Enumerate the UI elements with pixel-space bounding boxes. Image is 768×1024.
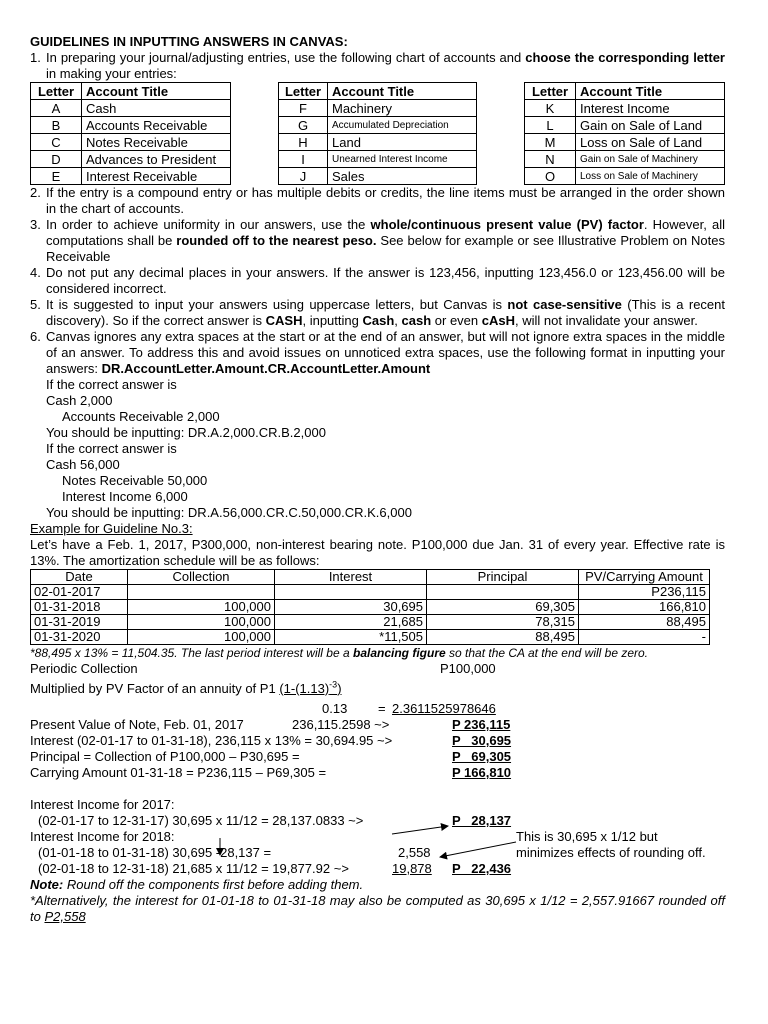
pv-factor-text [30, 681, 342, 697]
guideline-5-text-d: CASH [265, 313, 303, 328]
principal-row [30, 749, 725, 765]
present-value-label: Present Value of Note, Feb. 01, 2017 [30, 717, 244, 732]
example-2-credit-2: Interest Income 6,000 [62, 489, 188, 504]
account-letter: D [31, 151, 82, 168]
col-header-carrying-amount: PV/Carrying Amount [579, 570, 710, 585]
account-title: Gain on Sale of Machinery [576, 151, 725, 168]
example-1-intro: If the correct answer is [46, 377, 177, 392]
interest-income-2018-row-2 [30, 861, 725, 877]
table-row [31, 615, 710, 630]
document-heading: GUIDELINES IN INPUTTING ANSWERS IN CANVAS: [30, 34, 348, 49]
alternative-note [30, 893, 725, 925]
guideline-6-number: 6. [30, 329, 41, 344]
accounts-table-2 [278, 82, 477, 185]
interest-income-2018-heading [30, 829, 725, 845]
table-row [31, 630, 710, 645]
carrying-label: Carrying Amount 01-31-18 = P236,115 – P69,305 = [30, 765, 327, 780]
cell-principal: 78,315 [427, 615, 579, 630]
guideline-6 [30, 329, 725, 377]
guideline-3-text-d: rounded off to the nearest peso. [176, 233, 377, 248]
guideline-5-number: 5. [30, 297, 41, 312]
example-2-debit: Cash 56,000 [46, 457, 120, 472]
interest-income-2017-label: Interest Income for 2017: [30, 797, 175, 812]
guideline-1-text-c: in making your entries: [46, 66, 177, 81]
pv-equals: = [378, 701, 386, 716]
present-value-row [30, 717, 725, 733]
cell-interest [275, 585, 427, 600]
account-letter: H [279, 134, 328, 151]
guideline-5-text-h: cash [401, 313, 432, 328]
rounding-callout-1: This is 30,695 x 1/12 but [516, 829, 658, 844]
pv-factor-value: 2.3611525978646 [392, 701, 496, 716]
guideline-5 [30, 297, 725, 329]
account-letter: L [525, 117, 576, 134]
account-letter: A [31, 100, 82, 117]
spacer [30, 781, 725, 797]
cell-collection: 100,000 [128, 630, 275, 645]
principal-amount: P 69,305 [452, 749, 512, 764]
cell-carrying: P236,115 [579, 585, 710, 600]
guideline-1 [30, 50, 725, 82]
guideline-5-text-g: , [394, 313, 402, 328]
example-2-input: You should be inputting: DR.A.56,000.CR.C.50,000.CR.K.6,000 [46, 505, 412, 520]
account-letter: F [279, 100, 328, 117]
guidelines-document [30, 34, 725, 925]
example-2-credit-1: Notes Receivable 50,000 [62, 473, 208, 488]
guideline-3-text-b: whole/continuous present value (PV) factor [370, 217, 644, 232]
interest-income-2017-amount: P 28,137 [452, 813, 512, 828]
principal-label: Principal = Collection of P100,000 – P30,695 = [30, 749, 300, 764]
amortization-note-a: *88,495 x 13% = 11,504.35. The last period interest will be a [30, 646, 353, 660]
pv-denominator: 0.13 [322, 701, 348, 716]
guideline-3-text-c: . However, all computations shall be [46, 217, 725, 248]
cell-interest: 21,685 [275, 615, 427, 630]
example-title: Example for Guideline No.3: [30, 521, 193, 536]
account-title: Sales [328, 168, 477, 185]
interest-label: Interest (02-01-17 to 01-31-18), 236,115 x 13% = 30,694.95 ~> [30, 733, 393, 748]
interest-amount: P 30,695 [452, 733, 512, 748]
account-title: Accumulated Depreciation [328, 117, 477, 134]
cell-carrying: 166,810 [579, 600, 710, 615]
cell-principal: 69,305 [427, 600, 579, 615]
guideline-5-text-a: It is suggested to input your answers using uppercase letters, but Canvas is [46, 297, 508, 312]
cell-date: 01-31-2020 [31, 630, 128, 645]
periodic-collection-row [30, 661, 725, 677]
pv-factor-row [30, 677, 725, 701]
header-account-title: Account Title [82, 83, 231, 100]
guideline-6-format: DR.AccountLetter.Amount.CR.AccountLetter.Amount [101, 361, 431, 376]
amortization-note [30, 645, 725, 661]
guideline-2 [30, 185, 725, 217]
account-title: Cash [82, 100, 231, 117]
interest-income-2018-line-1: (01-01-18 to 01-31-18) 30,695 -28,137 = [38, 845, 272, 860]
rounding-note [30, 877, 725, 893]
interest-income-2017-line: (02-01-17 to 12-31-17) 30,695 x 11/12 = 28,137.0833 ~> [38, 813, 364, 828]
cell-principal [427, 585, 579, 600]
header-letter: Letter [525, 83, 576, 100]
account-letter: C [31, 134, 82, 151]
guideline-3-text-a: In order to achieve uniformity in our answers, use the [46, 217, 371, 232]
pv-formula-close: ) [337, 681, 342, 696]
account-letter: K [525, 100, 576, 117]
rounding-note-label: Note: [30, 877, 64, 892]
interest-income-2018-amount: P 22,436 [452, 861, 512, 876]
amortization-note-c: so that the CA at the end will be zero. [445, 646, 649, 660]
interest-income-2018-line-2: (02-01-18 to 12-31-18) 21,685 x 11/12 = 19,877.92 ~> [38, 861, 349, 876]
carrying-amount: P 166,810 [452, 765, 512, 780]
example-intro: Let’s have a Feb. 1, 2017, P300,000, non-interest bearing note. P100,000 due Jan. 31 of every year. Effective rate is 13%. The amortization schedule will be as follows: [30, 537, 725, 568]
account-title: Loss on Sale of Land [576, 134, 725, 151]
col-header-collection: Collection [128, 570, 275, 585]
guideline-5-text-e: , inputting [302, 313, 363, 328]
guideline-5-text-b: not case-sensitive [507, 297, 622, 312]
cell-collection [128, 585, 275, 600]
example-1-debit: Cash 2,000 [46, 393, 113, 408]
interest-income-2017-row [30, 813, 725, 829]
account-letter: I [279, 151, 328, 168]
account-title: Land [328, 134, 477, 151]
cell-carrying: - [579, 630, 710, 645]
account-letter: N [525, 151, 576, 168]
table-row [31, 585, 710, 600]
guideline-5-text-k: , will not invalidate your answer. [515, 313, 698, 328]
guideline-5-text-c: (This is a recent discovery). So if the correct answer is [46, 297, 726, 328]
guideline-3-text-e: See below for example or see Illustrative Problem on Notes Receivable [46, 233, 725, 264]
col-header-date: Date [31, 570, 128, 585]
pv-denominator-row [30, 701, 725, 717]
present-value-calc: 236,115.2598 ~> [292, 717, 390, 732]
amortization-table [30, 569, 710, 645]
guideline-1-text-a: In preparing your journal/adjusting entries, use the following chart of accounts and [46, 50, 526, 65]
pv-factor-label: Multiplied by PV Factor of an annuity of P1 [30, 681, 280, 696]
alternative-note-b: P2,558 [44, 909, 86, 924]
guideline-1-number: 1. [30, 50, 41, 65]
periodic-collection-label: Periodic Collection [30, 661, 138, 676]
pv-formula-exponent: -3 [329, 679, 338, 690]
account-letter: B [31, 117, 82, 134]
present-value-amount: P 236,115 [452, 717, 511, 732]
cell-date: 01-31-2018 [31, 600, 128, 615]
example-1-credit: Accounts Receivable 2,000 [62, 409, 220, 424]
guideline-5-text-f: Cash [362, 313, 395, 328]
guideline-5-text-i: or even [431, 313, 482, 328]
chart-of-accounts [30, 82, 725, 185]
amortization-note-b: balancing figure [352, 646, 446, 660]
accounts-table-1 [30, 82, 231, 185]
cell-carrying: 88,495 [579, 615, 710, 630]
guideline-1-text-b: choose the corresponding letter [525, 50, 725, 65]
account-title: Loss on Sale of Machinery [576, 168, 725, 185]
cell-date: 02-01-2017 [31, 585, 128, 600]
account-title: Machinery [328, 100, 477, 117]
account-title: Interest Income [576, 100, 725, 117]
pv-formula-base: (1-(1.13) [279, 681, 330, 696]
interest-income-2018-feb-dec: 19,878 [392, 861, 432, 876]
alternative-note-a: *Alternatively, the interest for 01-01-18 to 01-31-18 may also be computed as 30,695 x 1/12 = 2,557.91667 rounded off to [30, 893, 725, 924]
col-header-interest: Interest [275, 570, 427, 585]
interest-income-2017-heading [30, 797, 725, 813]
cell-principal: 88,495 [427, 630, 579, 645]
account-letter: M [525, 134, 576, 151]
interest-row [30, 733, 725, 749]
guideline-6-text-a: Canvas ignores any extra spaces at the start or at the end of an answer, but will not ignore extra spaces in the middle of an answer. To address this and avoid issues on unnoticed extra spaces, use the following format in inputting your answers: [46, 329, 725, 376]
guideline-4 [30, 265, 725, 297]
interest-income-2018-row-1 [30, 845, 725, 861]
header-account-title: Account Title [328, 83, 477, 100]
table-row [31, 600, 710, 615]
guideline-5-text-j: cAsH [481, 313, 515, 328]
guideline-3 [30, 217, 725, 265]
cell-interest: *11,505 [275, 630, 427, 645]
interest-income-2018-jan: 2,558 [398, 845, 431, 860]
example-2-intro: If the correct answer is [46, 441, 177, 456]
account-title: Interest Receivable [82, 168, 231, 185]
guideline-3-number: 3. [30, 217, 41, 232]
pv-factor-formula [279, 681, 341, 696]
account-title: Notes Receivable [82, 134, 231, 151]
account-title: Advances to President [82, 151, 231, 168]
header-letter: Letter [31, 83, 82, 100]
account-title: Accounts Receivable [82, 117, 231, 134]
accounts-table-3 [524, 82, 725, 185]
interest-income-2018-label: Interest Income for 2018: [30, 829, 175, 844]
example-1-input: You should be inputting: DR.A.2,000.CR.B.2,000 [46, 425, 326, 440]
account-letter: O [525, 168, 576, 185]
periodic-collection-value: P100,000 [440, 661, 496, 676]
rounding-callout-2: minimizes effects of rounding off. [516, 845, 706, 860]
cell-collection: 100,000 [128, 600, 275, 615]
cell-date: 01-31-2019 [31, 615, 128, 630]
account-title: Unearned Interest Income [328, 151, 477, 168]
account-title: Gain on Sale of Land [576, 117, 725, 134]
header-account-title: Account Title [576, 83, 725, 100]
carrying-row [30, 765, 725, 781]
guideline-4-number: 4. [30, 265, 41, 280]
header-letter: Letter [279, 83, 328, 100]
guideline-4-text: Do not put any decimal places in your answers. If the answer is 123,456, inputting 123,456.0 or 123,456.00 will be considered incorrect. [46, 265, 725, 296]
account-letter: J [279, 168, 328, 185]
account-letter: E [31, 168, 82, 185]
guideline-2-text: If the entry is a compound entry or has multiple debits or credits, the line items must be arranged in the order shown in the chart of accounts. [46, 185, 725, 216]
cell-interest: 30,695 [275, 600, 427, 615]
cell-collection: 100,000 [128, 615, 275, 630]
account-letter: G [279, 117, 328, 134]
guideline-2-number: 2. [30, 185, 41, 200]
col-header-principal: Principal [427, 570, 579, 585]
rounding-note-text: Round off the components first before adding them. [63, 877, 364, 892]
